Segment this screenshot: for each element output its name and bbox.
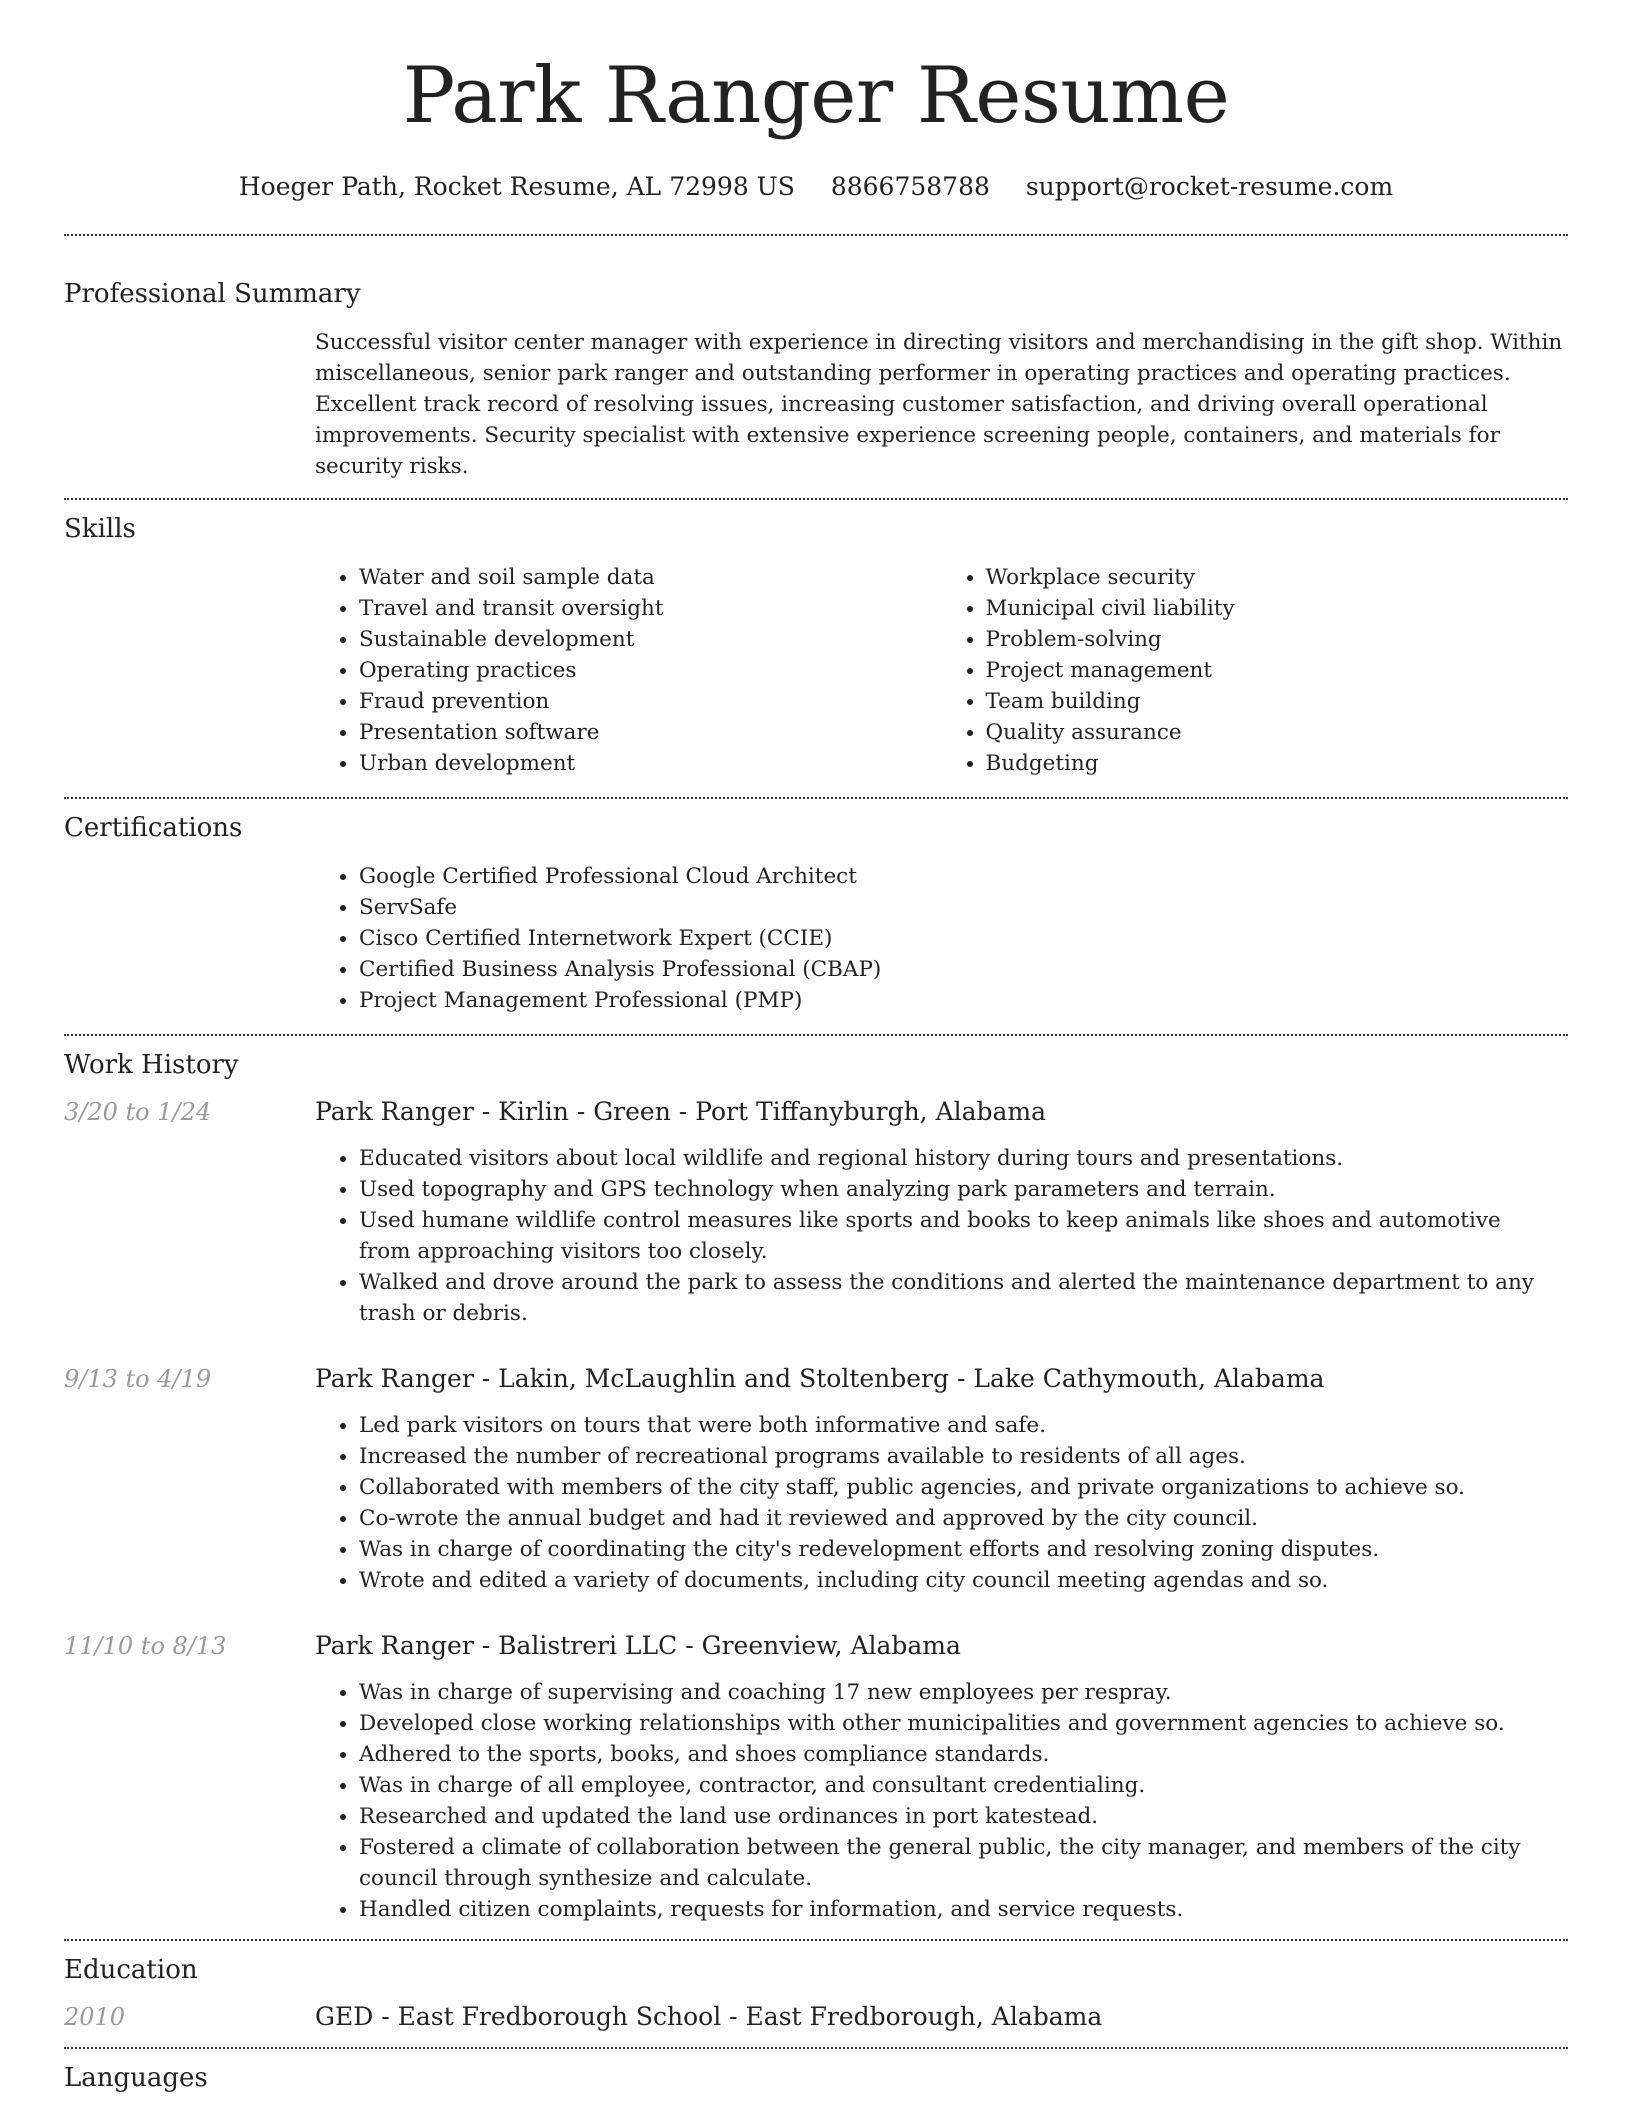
job-bullet: • Walked and drove around the park to assess the conditions and alerted the maintenance department to any trash or debris.	[359, 1267, 1538, 1329]
contact-line	[64, 172, 1568, 201]
work-history-heading: Work History	[64, 1049, 239, 1080]
job-bullet: • Used humane wildlife control measures like sports and books to keep animals like shoes and automotive from approaching visitors too closely.	[359, 1205, 1538, 1267]
job-entry	[64, 1630, 1568, 1925]
skill-item: • Sustainable development	[359, 624, 942, 655]
job-bullet: • Increased the number of recreational programs available to residents of all ages.	[359, 1441, 1538, 1472]
job-bullet: • Used topography and GPS technology when analyzing park parameters and terrain.	[359, 1174, 1538, 1205]
education-title: GED - East Fredborough School - East Fredborough, Alabama	[315, 2001, 1103, 2031]
skill-item: • Problem-solving	[986, 624, 1569, 655]
job-bullet: • Was in charge of coordinating the city's redevelopment efforts and resolving zoning disputes.	[359, 1534, 1538, 1565]
skill-item: • Fraud prevention	[359, 686, 942, 717]
job-bullet: • Developed close working relationships with other municipalities and government agencies to achieve so.	[359, 1708, 1538, 1739]
job-dates: 9/13 to 4/19	[64, 1364, 212, 1393]
certification-item: • Google Certified Professional Cloud Architect	[359, 861, 1568, 892]
languages-section	[64, 2049, 1568, 2093]
summary-section	[64, 236, 1568, 498]
skill-item: • Urban development	[359, 748, 942, 779]
job-dates: 3/20 to 1/24	[64, 1097, 212, 1126]
summary-heading: Professional Summary	[64, 278, 361, 309]
education-section	[64, 1941, 1568, 2047]
skill-item: • Presentation software	[359, 717, 942, 748]
skill-item: • Workplace security	[986, 562, 1569, 593]
education-entry	[64, 2001, 1568, 2033]
certification-item: • ServSafe	[359, 892, 1568, 923]
job-bullets	[315, 1410, 1568, 1596]
skill-item: • Team building	[986, 686, 1569, 717]
job-bullet: • Led park visitors on tours that were both informative and safe.	[359, 1410, 1538, 1441]
job-bullet: • Researched and updated the land use ordinances in port katestead.	[359, 1801, 1538, 1832]
certification-item: • Project Management Professional (PMP)	[359, 985, 1568, 1016]
skills-list-right	[942, 562, 1569, 779]
skill-item: • Water and soil sample data	[359, 562, 942, 593]
job-dates: 11/10 to 8/13	[64, 1631, 227, 1660]
job-bullet: • Co-wrote the annual budget and had it reviewed and approved by the city council.	[359, 1503, 1538, 1534]
certifications-section	[64, 799, 1568, 1034]
contact-address: Hoeger Path, Rocket Resume, AL 72998 US	[238, 171, 795, 201]
job-title: Park Ranger - Balistreri LLC - Greenview, Alabama	[315, 1630, 961, 1660]
skill-item: • Travel and transit oversight	[359, 593, 942, 624]
job-bullet: • Handled citizen complaints, requests for information, and service requests.	[359, 1894, 1538, 1925]
job-bullet: • Was in charge of supervising and coaching 17 new employees per respray.	[359, 1677, 1538, 1708]
skill-item: • Municipal civil liability	[986, 593, 1569, 624]
certification-item: • Certified Business Analysis Professional (CBAP)	[359, 954, 1568, 985]
skill-item: • Operating practices	[359, 655, 942, 686]
education-heading: Education	[64, 1954, 198, 1985]
job-bullet: • Educated visitors about local wildlife and regional history during tours and presentations.	[359, 1143, 1538, 1174]
job-bullet: • Fostered a climate of collaboration between the general public, the city manager, and members of the city council through synthesize and calculate.	[359, 1832, 1538, 1894]
education-dates: 2010	[64, 2002, 126, 2031]
summary-text: Successful visitor center manager with experience in directing visitors and merchandising in the gift shop. Within miscellaneous, senior park ranger and outstanding performer in operating practices and operating practices. Excellent track record of resolving issues, increasing customer satisfaction, and driving overall operational improvements. Security specialist with extensive experience screening people, containers, and materials for security risks.	[315, 329, 1563, 479]
job-title: Park Ranger - Kirlin - Green - Port Tiffanyburgh, Alabama	[315, 1096, 1047, 1126]
contact-email: support@rocket-resume.com	[1025, 171, 1394, 201]
skills-list-left	[315, 562, 942, 779]
skills-section	[64, 500, 1568, 797]
certifications-list	[315, 861, 1568, 1016]
job-entry	[64, 1096, 1568, 1329]
job-bullets	[315, 1677, 1568, 1925]
page-title: Park Ranger Resume	[402, 51, 1230, 141]
job-title: Park Ranger - Lakin, McLaughlin and Stoltenberg - Lake Cathymouth, Alabama	[315, 1363, 1325, 1393]
job-bullet: • Wrote and edited a variety of documents, including city council meeting agendas and so.	[359, 1565, 1538, 1596]
skill-item: • Project management	[986, 655, 1569, 686]
job-bullet: • Adhered to the sports, books, and shoes compliance standards.	[359, 1739, 1538, 1770]
contact-phone: 8866758788	[830, 171, 990, 201]
certifications-heading: Certifications	[64, 812, 243, 843]
job-entry	[64, 1363, 1568, 1596]
certification-item: • Cisco Certified Internetwork Expert (CCIE)	[359, 923, 1568, 954]
languages-heading: Languages	[64, 2062, 208, 2093]
job-bullet: • Was in charge of all employee, contractor, and consultant credentialing.	[359, 1770, 1538, 1801]
skills-heading: Skills	[64, 513, 136, 544]
job-bullet: • Collaborated with members of the city staff, public agencies, and private organizations to achieve so.	[359, 1472, 1538, 1503]
skill-item: • Budgeting	[986, 748, 1569, 779]
skill-item: • Quality assurance	[986, 717, 1569, 748]
work-history-section	[64, 1036, 1568, 1939]
job-bullets	[315, 1143, 1568, 1329]
